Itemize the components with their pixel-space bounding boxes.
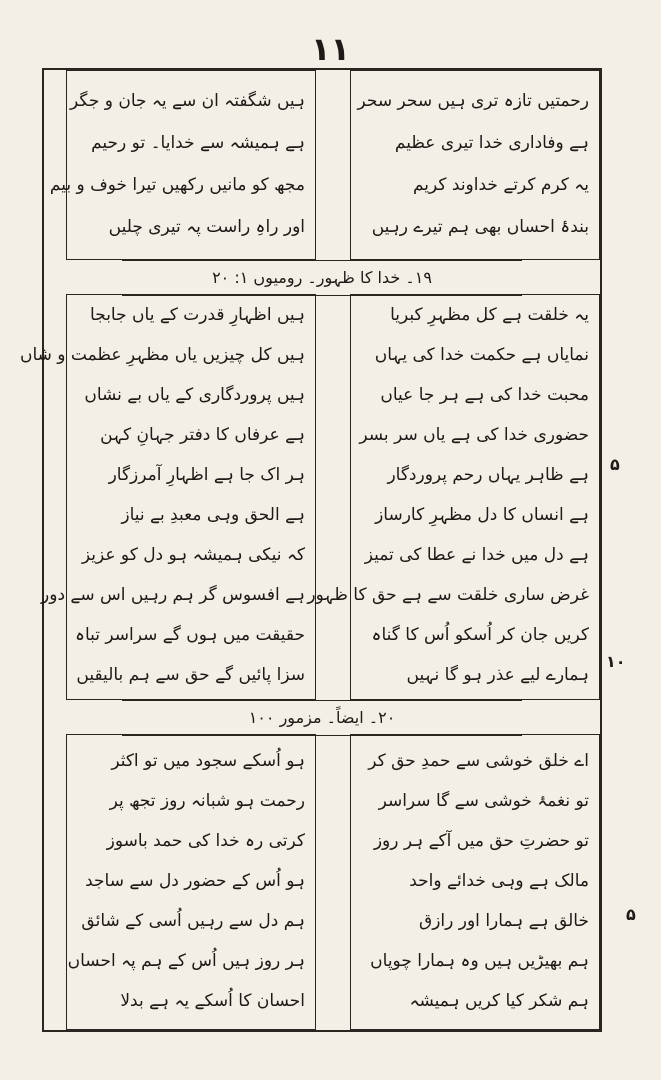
hymn-table xyxy=(19,68,602,1032)
hymn-20-header: ۲۰۔ ایضاً۔ مزمور ۱۰۰ xyxy=(122,700,522,736)
verse-line: ہے دل میں خدا نے عطا کی تمیز xyxy=(364,545,589,565)
verse-line: ہو اُسکے سجود میں تو اکثر xyxy=(111,751,305,771)
verse-line: نمایاں ہے حکمت خدا کی یہاں xyxy=(374,345,589,365)
verse-line: ہو اُس کے حضور دل سے ساجد xyxy=(85,871,305,891)
section-3-left-column xyxy=(66,734,316,1030)
verse-line: مجھ کو مانیں رکھیں تیرا خوف و بیم xyxy=(49,175,305,195)
verse-line: مالک ہے وہی خدائے واحد xyxy=(409,871,589,891)
verse-line: سزا پائیں گے حق سے ہم بالیقیں xyxy=(76,665,305,685)
verse-line: ہے الحق وہی معبدِ بے نیاز xyxy=(121,505,305,525)
section-2-left-column xyxy=(19,294,316,700)
verse-line: یہ کرم کرتے خداوند کریم xyxy=(412,175,589,195)
verse-line: ہیں پروردگاری کے یاں بے نشاں xyxy=(84,385,305,405)
line-number-5: ۵ xyxy=(610,455,620,474)
verse-line: حضوری خدا کی ہے یاں سر بسر xyxy=(359,425,589,445)
verse-line: ہم شکر کیا کریں ہمیشہ xyxy=(409,991,589,1011)
verse-line: ہے افسوس گر ہم رہیں اس سے دور xyxy=(41,585,305,605)
verse-line: خالق ہے ہمارا اور رازق xyxy=(419,911,589,931)
verse-line: تو نغمۂ خوشی سے گا سراسر xyxy=(378,791,589,811)
verse-line: ہیں کل چیزیں یاں مظہرِ عظمت و شاں xyxy=(19,345,305,365)
verse-line: غرض ساری خلقت سے ہے حق کا ظہور xyxy=(307,585,589,605)
page-number: ۱۱ xyxy=(310,30,351,68)
section-2-right-column xyxy=(307,294,600,700)
verse-line: ہم دل سے رہیں اُسی کے شائق xyxy=(81,911,305,931)
verse-line: ہے ہمیشہ سے خدایا۔ تو رحیم xyxy=(91,133,305,153)
verse-line: ہیں اظہارِ قدرت کے یاں جابجا xyxy=(90,305,305,325)
section-2 xyxy=(19,294,600,700)
verse-line: رحمت ہو شبانہ روز تجھ پر xyxy=(109,791,305,811)
verse-line: تو حضرتِ حق میں آکے ہر روز xyxy=(373,831,589,851)
verse-line: ہر اک جا ہے اظہارِ آمرزگار xyxy=(108,465,305,485)
verse-line: بندۂ احساں بھی ہم تیرے رہیں xyxy=(371,217,589,237)
verse-line: اے خلق خوشی سے حمدِ حق کر xyxy=(368,751,589,771)
verse-line: ہے وفاداری خدا تیری عظیم xyxy=(394,133,589,153)
verse-line: ہے عرفاں کا دفتر جہانِ کہن xyxy=(100,425,305,445)
section-1-left-column xyxy=(49,70,316,260)
verse-line: ہے ظاہر یہاں رحم پروردگار xyxy=(387,465,589,485)
hymn-19-header: ۱۹۔ خدا کا ظہور۔ رومیوں ۱: ۲۰ xyxy=(122,260,522,296)
section-1-right-column xyxy=(350,70,600,260)
verse-line: رحمتیں تازہ تری ہیں سحر سحر xyxy=(357,91,589,111)
section-1 xyxy=(44,70,600,260)
verse-line: یہ خلقت ہے کل مظہرِ کبریا xyxy=(390,305,589,325)
verse-line: ہم بھیڑیں ہیں وہ ہمارا چوپاں xyxy=(370,951,589,971)
section-3 xyxy=(44,734,600,1030)
verse-line: ہر روز ہیں اُس کے ہم پہ احساں xyxy=(67,951,305,971)
verse-line: احسان کا اُسکے یہ ہے بدلا xyxy=(120,991,305,1011)
verse-line: ہے انساں کا دل مظہرِ کارساز xyxy=(375,505,589,525)
verse-line: کریں جان کر اُسکو اُس کا گناہ xyxy=(371,625,589,645)
verse-line: کرتی رہ خدا کی حمد باسوز xyxy=(106,831,305,851)
verse-line: محبت خدا کی ہے ہر جا عیاں xyxy=(380,385,589,405)
line-number-10: ۱۰ xyxy=(606,652,626,671)
verse-line: کہ نیکی ہمیشہ ہو دل کو عزیز xyxy=(81,545,305,565)
verse-line: ہیں شگفتہ ان سے یہ جان و جگر xyxy=(70,91,305,111)
verse-line: اور راہِ راست پہ تیری چلیں xyxy=(108,217,305,237)
verse-line: حقیقت میں ہوں گے سراسر تباہ xyxy=(75,625,305,645)
verse-line: ہمارے لیے عذر ہو گا نہیں xyxy=(406,665,589,685)
line-number-5: ۵ xyxy=(626,905,636,924)
section-3-right-column xyxy=(350,734,600,1030)
